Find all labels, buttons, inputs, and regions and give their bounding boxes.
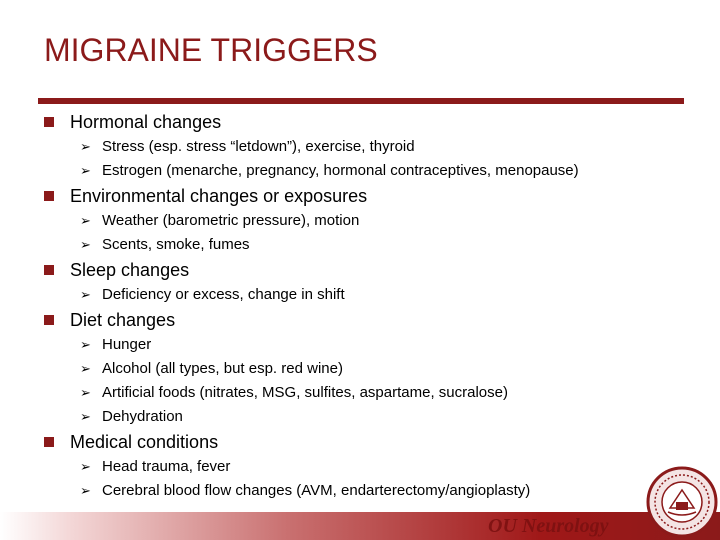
square-bullet-icon: [44, 117, 54, 127]
bullet-label: Environmental changes or exposures: [70, 185, 368, 206]
subitem-text: Estrogen (menarche, pregnancy, hormonal contraceptives, menopause): [102, 161, 579, 179]
university-seal-icon: [646, 466, 718, 538]
square-bullet-icon: [44, 191, 54, 201]
arrow-bullet-icon: ➢: [80, 286, 91, 302]
bullet-label: Medical conditions: [70, 431, 219, 452]
footer-bar: [0, 512, 720, 540]
arrow-bullet-icon: ➢: [80, 360, 91, 376]
arrow-bullet-icon: ➢: [80, 138, 91, 154]
title-rule: [38, 98, 684, 104]
subitem: [80, 334, 151, 354]
subitem-text: Cerebral blood flow changes (AVM, endarterectomy/angioplasty): [102, 481, 531, 499]
subitem: [80, 160, 579, 180]
subitem: [80, 406, 183, 426]
arrow-bullet-icon: ➢: [80, 236, 91, 252]
slide-title: MIGRAINE TRIGGERS: [44, 32, 378, 68]
subitem-text: Deficiency or excess, change in shift: [102, 285, 345, 303]
subitem-text: Alcohol (all types, but esp. red wine): [102, 359, 343, 377]
subitem-text: Hunger: [102, 335, 152, 353]
subitem-text: Artificial foods (nitrates, MSG, sulfites, aspartame, sucralose): [102, 383, 508, 401]
subitem: [80, 234, 250, 254]
bullet-environmental: [44, 184, 367, 208]
bullet-hormonal: [44, 110, 221, 134]
subitem-text: Head trauma, fever: [102, 457, 231, 475]
subitem-text: Dehydration: [102, 407, 183, 425]
square-bullet-icon: [44, 437, 54, 447]
subitem: [80, 358, 343, 378]
bullet-sleep: [44, 258, 189, 282]
subitem: [80, 284, 345, 304]
subitem: [80, 136, 415, 156]
arrow-bullet-icon: ➢: [80, 482, 91, 498]
arrow-bullet-icon: ➢: [80, 212, 91, 228]
subitem: [80, 480, 530, 500]
footer-text: OU Neurology: [488, 515, 609, 537]
subitem-text: Weather (barometric pressure), motion: [102, 211, 360, 229]
square-bullet-icon: [44, 265, 54, 275]
bullet-label: Hormonal changes: [70, 111, 222, 132]
subitem-text: Stress (esp. stress “letdown”), exercise, thyroid: [102, 137, 415, 155]
arrow-bullet-icon: ➢: [80, 384, 91, 400]
square-bullet-icon: [44, 315, 54, 325]
bullet-label: Diet changes: [70, 309, 176, 330]
subitem: [80, 456, 230, 476]
arrow-bullet-icon: ➢: [80, 408, 91, 424]
bullet-medical: [44, 430, 218, 454]
subitem-text: Scents, smoke, fumes: [102, 235, 250, 253]
subitem: [80, 210, 359, 230]
subitem: [80, 382, 508, 402]
bullet-diet: [44, 308, 175, 332]
arrow-bullet-icon: ➢: [80, 458, 91, 474]
bullet-label: Sleep changes: [70, 259, 190, 280]
arrow-bullet-icon: ➢: [80, 336, 91, 352]
arrow-bullet-icon: ➢: [80, 162, 91, 178]
